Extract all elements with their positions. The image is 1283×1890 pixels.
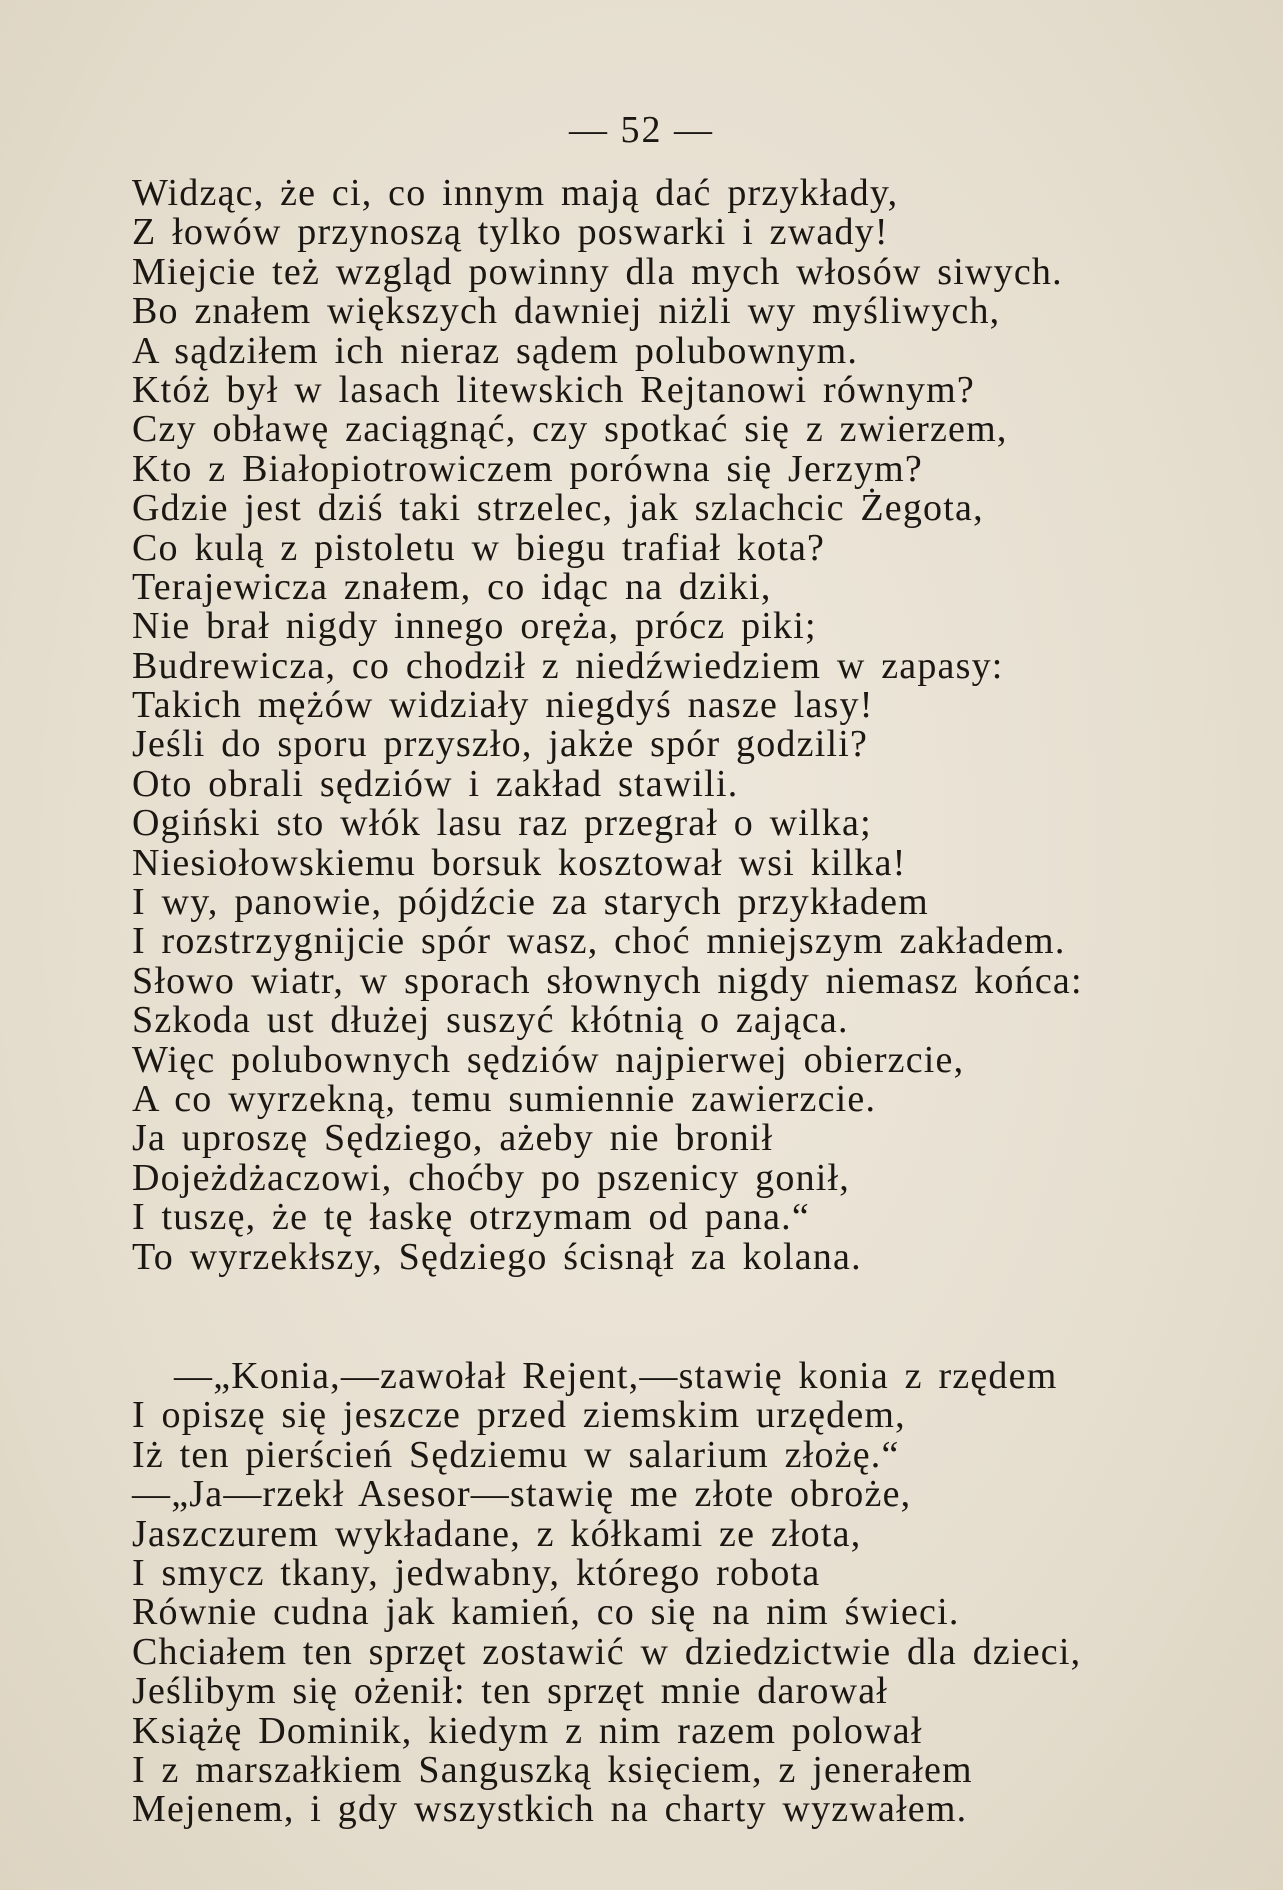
verse-line: Gdzie jest dziś taki strzelec, jak szlachcic Żegota, xyxy=(132,487,984,530)
verse-line: I wy, panowie, pójdźcie za starych przykładem xyxy=(132,881,929,924)
stanza-1 xyxy=(132,174,1252,1277)
verse-line: Bo znałem większych dawniej niżli wy myśliwych, xyxy=(132,290,1001,333)
verse-line: Szkoda ust dłużej suszyć kłótnią o zająca. xyxy=(132,999,849,1042)
verse-line: To wyrzekłszy, Sędziego ścisnął za kolana. xyxy=(132,1235,862,1278)
verse-line: A co wyrzekną, temu sumiennie zawierzcie. xyxy=(132,1077,877,1120)
verse-line: —„Konia,—zawołał Rejent,—stawię konia z rzędem xyxy=(174,1355,1058,1397)
verse-line: A sądziłem ich nieraz sądem polubownym. xyxy=(132,329,859,372)
verse-line: Nie brał nigdy innego oręża, prócz piki; xyxy=(132,605,817,648)
verse-line: Chciałem ten sprzęt zostawić w dziedzictwie dla dzieci, xyxy=(132,1630,1082,1673)
stanza-2 xyxy=(132,1357,1252,1830)
verse-line: I tuszę, że tę łaskę otrzymam od pana.“ xyxy=(132,1196,810,1239)
verse-line: Równie cudna jak kamień, co się na nim świeci. xyxy=(132,1591,960,1634)
verse-line: Jeślibym się ożenił: ten sprzęt mnie darował xyxy=(132,1670,889,1713)
verse-line: Czy obławę zaciągnąć, czy spotkać się z zwierzem, xyxy=(132,408,1008,451)
verse-line: Więc polubownych sędziów najpierwej obierzcie, xyxy=(132,1038,965,1081)
verse-line: Terajewicza znałem, co idąc na dziki, xyxy=(132,565,772,608)
verse-line: Ja uproszę Sędziego, ażeby nie bronił xyxy=(132,1117,774,1160)
page-number: — 52 — xyxy=(569,109,714,151)
verse-line: Z łowów przynoszą tylko poswarki i zwady! xyxy=(132,211,889,254)
verse-line: Oto obrali sędziów i zakład stawili. xyxy=(132,762,739,805)
verse-line: Iż ten pierścień Sędziemu w salarium złożę.“ xyxy=(132,1433,900,1476)
verse-line: I rozstrzygnijcie spór wasz, choć mniejszym zakładem. xyxy=(132,920,1066,963)
verse-line: Widząc, że ci, co innym mają dać przykłady, xyxy=(132,172,899,214)
verse-line: Takich mężów widziały niegdyś nasze lasy! xyxy=(132,684,874,727)
verse-line: Niesiołowskiemu borsuk kosztował wsi kilka! xyxy=(132,841,907,884)
verse-line: Książę Dominik, kiedym z nim razem polował xyxy=(132,1709,923,1752)
verse-line: I z marszałkiem Sanguszką księciem, z jenerałem xyxy=(132,1748,973,1791)
verse-line: I opiszę się jeszcze przed ziemskim urzędem, xyxy=(132,1394,906,1437)
verse-line: Kto z Białopiotrowiczem porówna się Jerzym? xyxy=(132,447,923,490)
verse-line: Słowo wiatr, w sporach słownych nigdy niemasz końca: xyxy=(132,959,1083,1002)
verse-line: Budrewicza, co chodził z niedźwiedziem w zapasy: xyxy=(132,644,1004,687)
verse-line: Ogiński sto włók lasu raz przegrał o wilka; xyxy=(132,802,872,845)
verse-line: Dojeżdżaczowi, choćby po pszenicy gonił, xyxy=(132,1156,850,1199)
verse-line: Któż był w lasach litewskich Rejtanowi równym? xyxy=(132,368,975,411)
verse-line: Mejenem, i gdy wszystkich na charty wyzwałem. xyxy=(132,1788,968,1831)
verse-line: —„Ja—rzekł Asesor—stawię me złote obroże, xyxy=(132,1473,912,1516)
verse-line: Co kulą z pistoletu w biegu trafiał kota? xyxy=(132,526,826,569)
verse-line: Miejcie też wzgląd powinny dla mych włosów siwych. xyxy=(132,250,1063,293)
verse-line: Jeśli do sporu przyszło, jakże spór godzili? xyxy=(132,723,869,766)
verse-line: I smycz tkany, jedwabny, którego robota xyxy=(132,1551,821,1594)
verse-line: Jaszczurem wykładane, z kółkami ze złota, xyxy=(132,1512,862,1555)
